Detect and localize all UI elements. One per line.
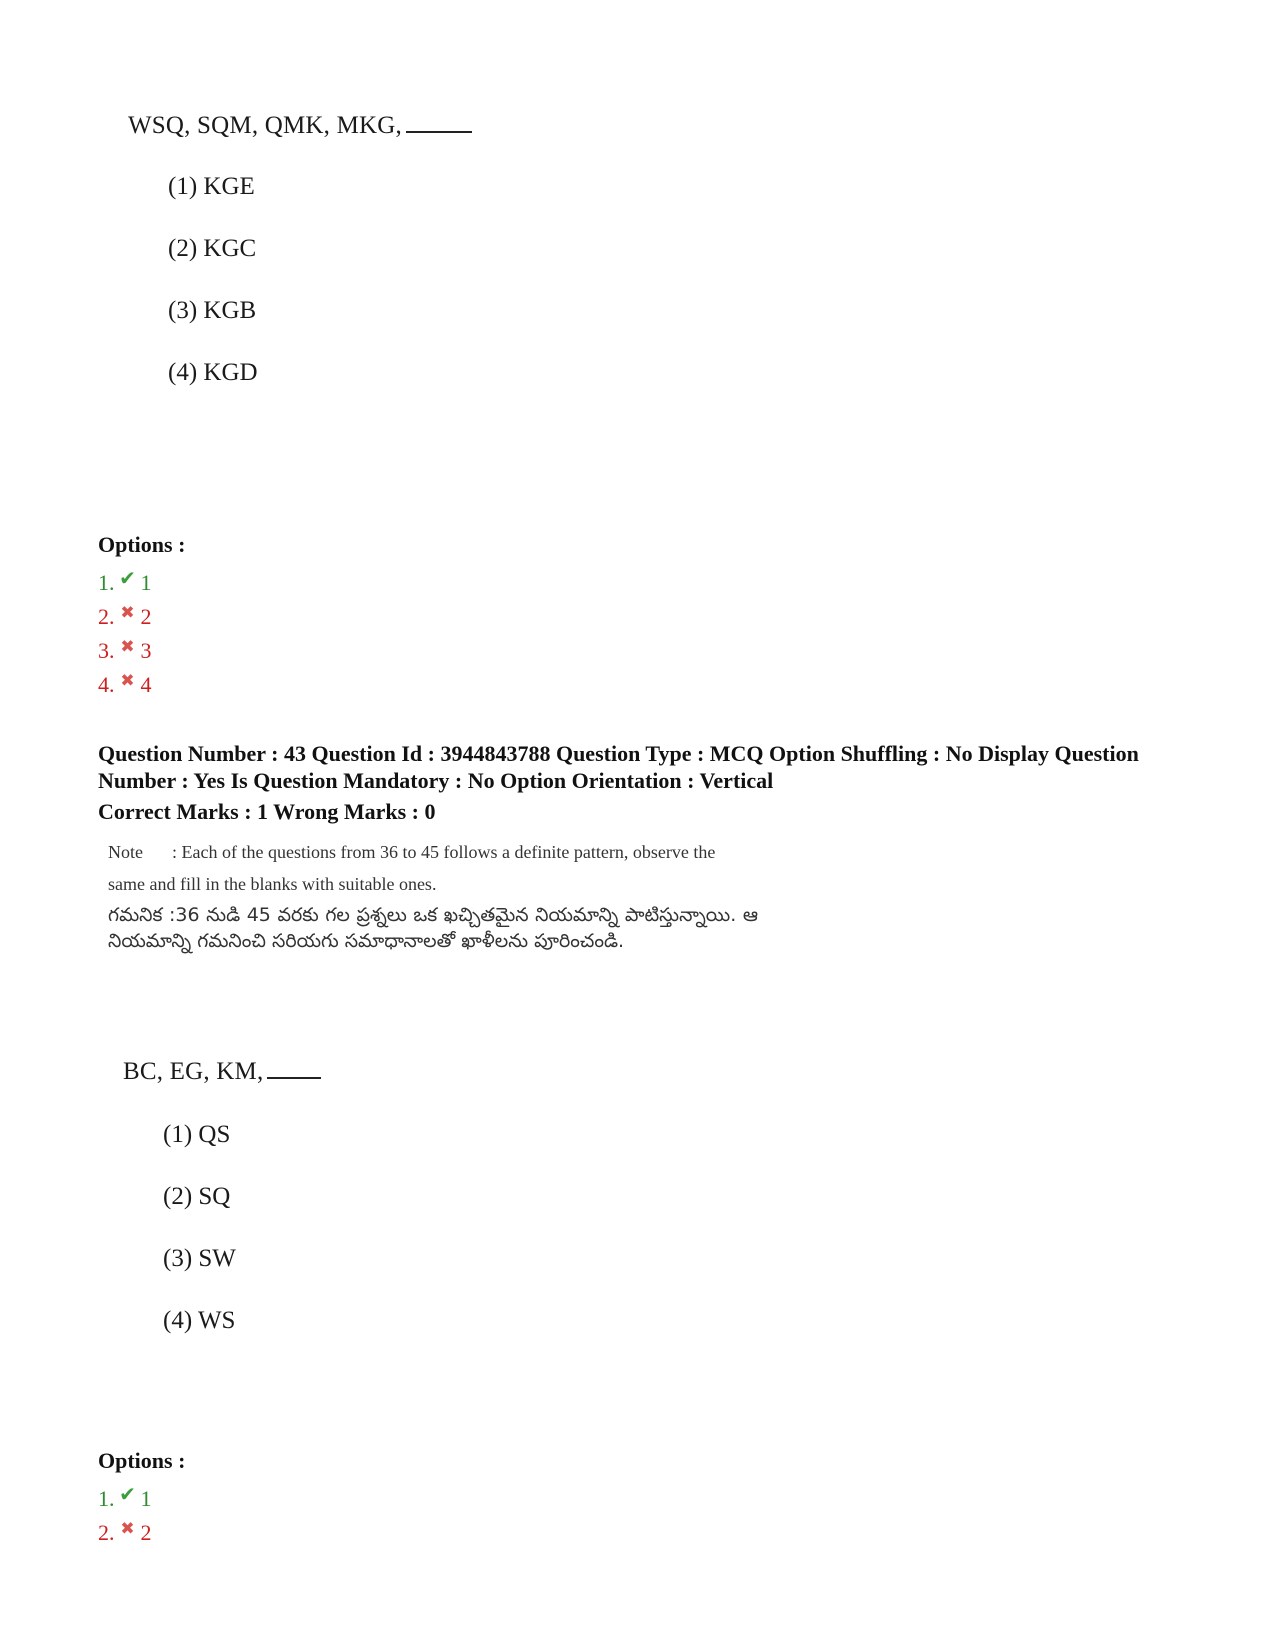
choice-item: (4) WS <box>163 1307 236 1334</box>
choice-item: (2) KGC <box>168 235 257 262</box>
choice-list <box>163 1104 321 1352</box>
question-43-header <box>98 740 1198 825</box>
option-row <box>98 600 185 634</box>
cross-icon: ✖ <box>120 637 135 656</box>
option-value: 3 <box>140 638 152 663</box>
option-number: 1. <box>98 1486 115 1511</box>
blank-line <box>406 113 472 133</box>
option-row <box>98 566 185 600</box>
check-icon: ✔ <box>119 1484 136 1506</box>
question-meta: Question Number : 43 Question Id : 3944843788 Question Type : MCQ Option Shuffling : No Display Question Number : Yes Is Question Mandatory : No Option Orientation : Vertical <box>98 741 1139 793</box>
option-number: 2. <box>98 604 115 629</box>
option-row <box>98 634 185 668</box>
blank-line <box>267 1059 321 1079</box>
option-value: 1 <box>140 570 152 595</box>
option-number: 1. <box>98 570 115 595</box>
option-number: 3. <box>98 638 115 663</box>
choice-item: (3) KGB <box>168 297 257 324</box>
sequence-text: WSQ, SQM, QMK, MKG, <box>128 112 472 140</box>
question-43-body <box>123 1058 321 1352</box>
note-block <box>108 836 758 954</box>
option-row <box>98 1516 185 1550</box>
options-block <box>98 1448 185 1550</box>
option-value: 2 <box>140 604 152 629</box>
option-row <box>98 1482 185 1516</box>
note-english-line-1: Note : Each of the questions from 36 to 45 follows a definite pattern, observe the <box>108 836 758 868</box>
option-number: 2. <box>98 1520 115 1545</box>
choice-item: (1) KGE <box>168 173 255 200</box>
note-label: Note <box>108 842 143 862</box>
choice-item: (1) QS <box>163 1121 231 1148</box>
cross-icon: ✖ <box>120 1519 135 1538</box>
options-title: Options : <box>98 1448 186 1473</box>
note-telugu: గమనిక :36 నుడి 45 వరకు గల ప్రశ్నలు ఒక ఖచ్చితమైన నియమాన్ని పాటిస్తున్నాయి. ఆ నియమాన్ని గమనించి సరియగు సమాధానాలతో ఖాళీలను పూరించండి. <box>108 904 758 952</box>
choice-item: (2) SQ <box>163 1183 231 1210</box>
cross-icon: ✖ <box>120 671 135 690</box>
option-value: 1 <box>140 1486 152 1511</box>
check-icon: ✔ <box>119 568 136 590</box>
option-value: 2 <box>140 1520 152 1545</box>
options-title: Options : <box>98 532 186 557</box>
choice-item: (4) KGD <box>168 359 258 386</box>
options-block <box>98 532 185 702</box>
note-english-line-2: same and fill in the blanks with suitable ones. <box>108 874 437 894</box>
choice-item: (3) SW <box>163 1245 236 1272</box>
cross-icon: ✖ <box>120 603 135 622</box>
option-number: 4. <box>98 672 115 697</box>
marks-line: Correct Marks : 1 Wrong Marks : 0 <box>98 799 436 824</box>
sequence-text: BC, EG, KM, <box>123 1058 321 1086</box>
option-row <box>98 668 185 702</box>
choice-list <box>168 156 472 404</box>
option-value: 4 <box>140 672 152 697</box>
question-42-body <box>128 112 472 404</box>
